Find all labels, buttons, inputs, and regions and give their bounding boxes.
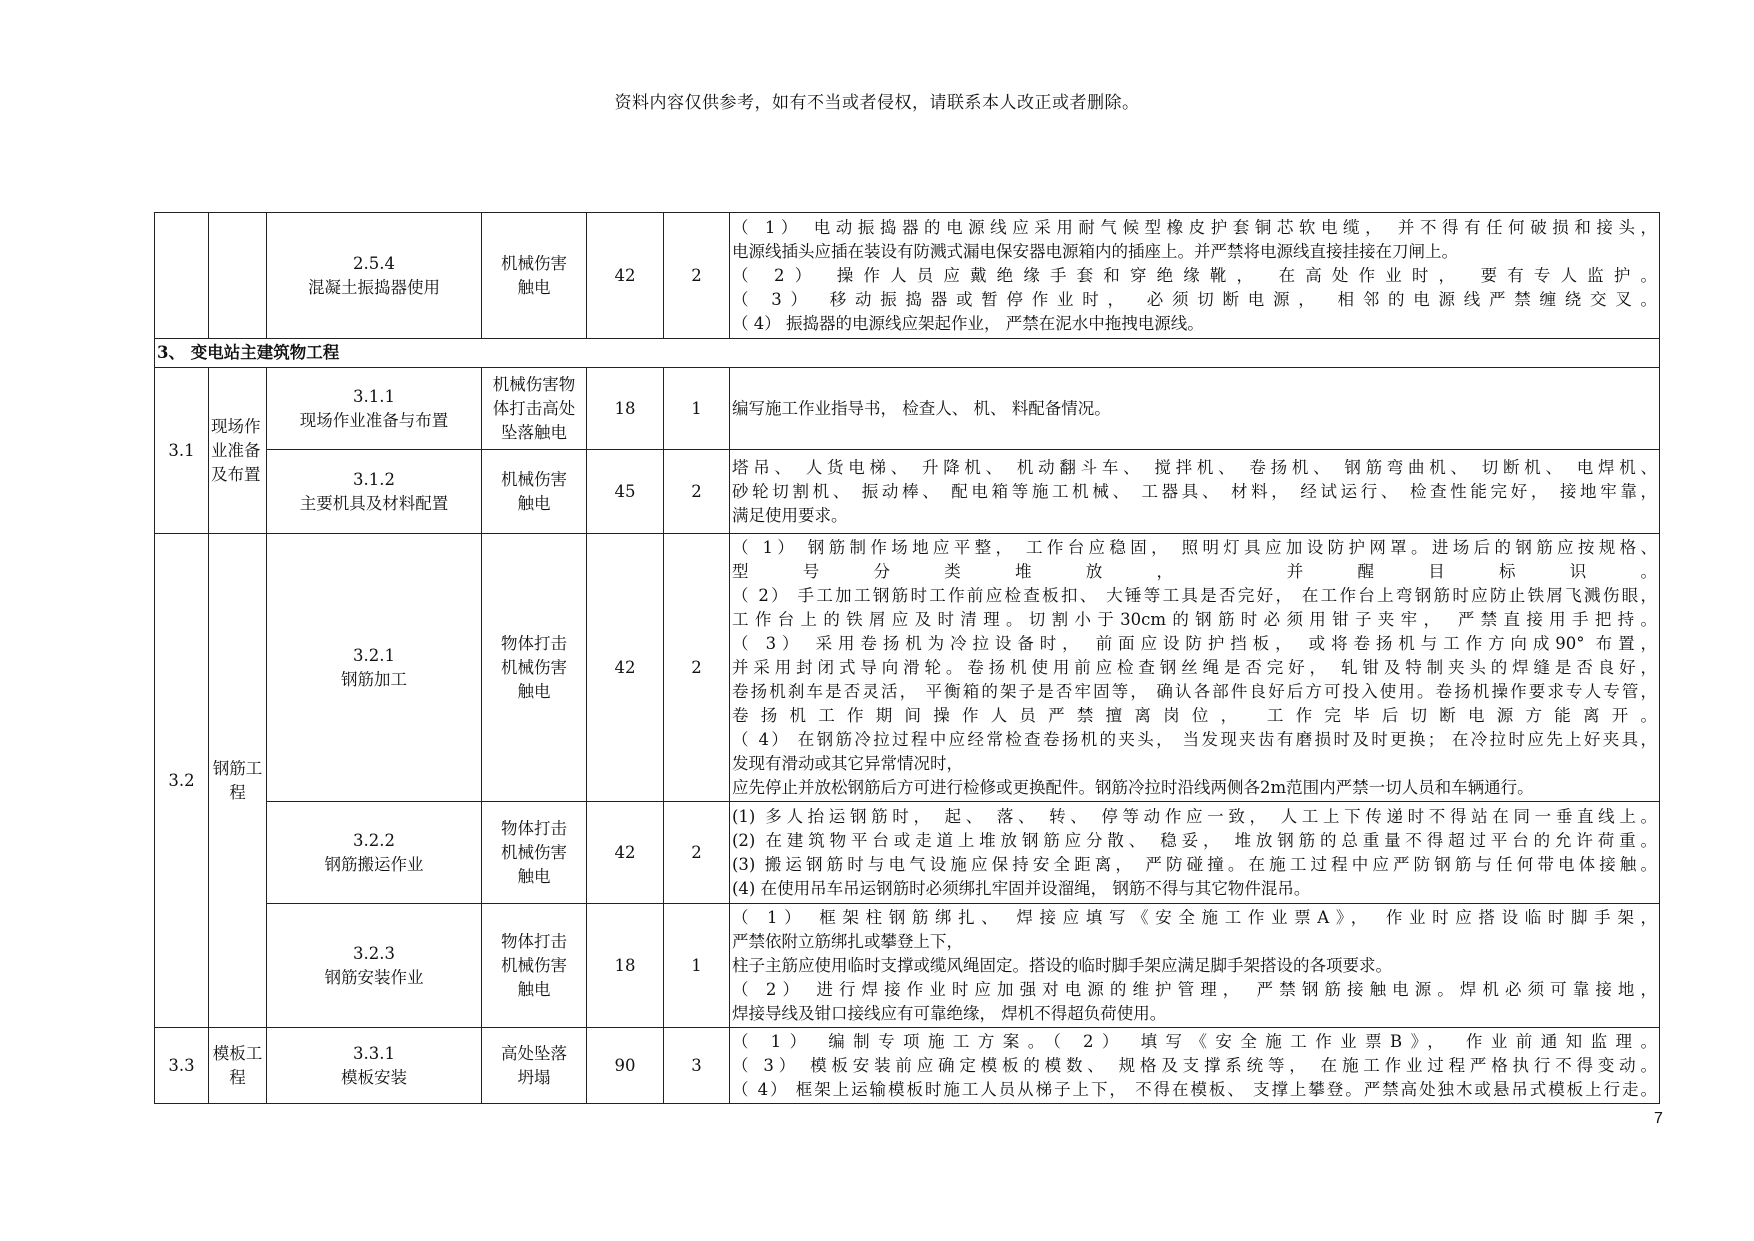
group-no: 3.1 [155,368,209,534]
level-cell: 2 [664,534,730,802]
table-row [155,904,1660,1028]
safety-risk-table [154,212,1660,1104]
score-cell: 42 [587,802,664,904]
hazard-cell: 机械伤害物 体打击高处 坠落触电 [482,368,587,450]
empty-cell [155,213,209,339]
disclaimer-note: 资料内容仅供参考，如有不当或者侵权，请联系本人改正或者删除。 [614,93,1140,113]
group-name: 模板工程 [209,1028,267,1104]
measures-cell: 编写施工作业指导书， 检查人、 机、 料配备情况。 [730,368,1660,450]
score-cell: 18 [587,368,664,450]
score-cell: 42 [587,534,664,802]
hazard-cell: 机械伤害 触电 [482,213,587,339]
group-name: 钢筋工程 [209,534,267,1028]
level-cell: 1 [664,368,730,450]
item-cell: 3.2.1 钢筋加工 [267,534,482,802]
item-cell: 3.2.2 钢筋搬运作业 [267,802,482,904]
table-row [155,450,1660,534]
item-cell: 2.5.4 混凝土振捣器使用 [267,213,482,339]
page-number: 7 [1654,1110,1663,1127]
measures-cell: （ 1） 钢筋制作场地应平整， 工作台应稳固， 照明灯具应加设防护网罩。进场后的钢筋应按规格、 型号分类堆放， 并醒目标识。 （ 2） 手工加工钢筋时工作前应检查板扣、 大锤等工具是否完好， 在工作台上弯钢筋时应防止铁屑飞溅伤眼， 工作台上的铁屑应及时清理。切割小于30cm的钢筋时必须用钳子夹牢， 严禁直接用手把持。 （ 3） 采用卷扬机为冷拉设备时， 前面应设防护挡板， 或将卷扬机与工作方向成90° 布置， 并采用封闭式导向滑轮。卷扬机使用前应检查钢丝绳是否完好， 轧钳及特制夹头的焊缝是否良好， 卷扬机刹车是否灵活， 平衡箱的架子是否牢固等， 确认各部件良好后方可投入使用。卷扬机操作要求专人专管， 卷扬机工作期间操作人员严禁擅离岗位， 工作完毕后切断电源方能离开。 （ 4） 在钢筋冷拉过程中应经常检查卷扬机的夹头， 当发现夹齿有磨损时及时更换； 在冷拉时应先上好夹具， 发现有滑动或其它异常情况时， 应先停止并放松钢筋后方可进行检修或更换配件。钢筋冷拉时沿线两侧各2m范围内严禁一切人员和车辆通行。 [730,534,1660,802]
hazard-cell: 机械伤害 触电 [482,450,587,534]
item-cell: 3.1.2 主要机具及材料配置 [267,450,482,534]
item-cell: 3.3.1 模板安装 [267,1028,482,1104]
measures-cell: 塔吊、 人货电梯、 升降机、 机动翻斗车、 搅拌机、 卷扬机、 钢筋弯曲机、 切断机、 电焊机、 砂轮切割机、 振动棒、 配电箱等施工机械、 工器具、 材料， 经试运行、 检查性能完好， 接地牢靠， 满足使用要求。 [730,450,1660,534]
table-row [155,534,1660,802]
measures-cell: （ 1） 框架柱钢筋绑扎、 焊接应填写《安全施工作业票A》， 作业时应搭设临时脚手架， 严禁依附立筋绑扎或攀登上下， 柱子主筋应使用临时支撑或缆风绳固定。搭设的临时脚手架应满足脚手架搭设的各项要求。 （ 2） 进行焊接作业时应加强对电源的维护管理， 严禁钢筋接触电源。焊机必须可靠接地， 焊接导线及钳口接线应有可靠绝缘， 焊机不得超负荷使用。 [730,904,1660,1028]
section-title: 3、 变电站主建筑物工程 [155,339,1660,368]
table-row [155,213,1660,339]
table-row [155,368,1660,450]
group-no: 3.3 [155,1028,209,1104]
level-cell: 1 [664,904,730,1028]
item-cell: 3.2.3 钢筋安装作业 [267,904,482,1028]
group-no: 3.2 [155,534,209,1028]
hazard-cell: 物体打击 机械伤害 触电 [482,802,587,904]
section-row [155,339,1660,368]
hazard-cell: 物体打击 机械伤害 触电 [482,904,587,1028]
measures-cell: （ 1） 编制专项施工方案。（ 2） 填写《安全施工作业票B》， 作业前通知监理。 （ 3） 模板安装前应确定模板的模数、 规格及支撑系统等， 在施工作业过程严格执行不得变动。 （ 4） 框架上运输模板时施工人员从梯子上下， 不得在模板、 支撑上攀登。严禁高处独木或悬吊式模板上行走。 [730,1028,1660,1104]
table-row [155,802,1660,904]
hazard-cell: 物体打击 机械伤害 触电 [482,534,587,802]
hazard-cell: 高处坠落 坍塌 [482,1028,587,1104]
empty-cell [209,213,267,339]
score-cell: 90 [587,1028,664,1104]
level-cell: 3 [664,1028,730,1104]
measures-cell: （ 1） 电动振捣器的电源线应采用耐气候型橡皮护套铜芯软电缆， 并不得有任何破损和接头， 电源线插头应插在装设有防溅式漏电保安器电源箱内的插座上。并严禁将电源线直接挂接在刀闸上。 （ 2） 操作人员应戴绝缘手套和穿绝缘靴， 在高处作业时， 要有专人监护。 （ 3） 移动振捣器或暂停作业时， 必须切断电源， 相邻的电源线严禁缠绕交叉。 （ 4） 振捣器的电源线应架起作业， 严禁在泥水中拖拽电源线。 [730,213,1660,339]
measures-cell: (1) 多人抬运钢筋时， 起、 落、 转、 停等动作应一致， 人工上下传递时不得站在同一垂直线上。 (2) 在建筑物平台或走道上堆放钢筋应分散、 稳妥， 堆放钢筋的总重量不得超过平台的允许荷重。 (3) 搬运钢筋时与电气设施应保持安全距离， 严防碰撞。在施工过程中应严防钢筋与任何带电体接触。 (4) 在使用吊车吊运钢筋时必须绑扎牢固并设溜绳， 钢筋不得与其它物件混吊。 [730,802,1660,904]
score-cell: 18 [587,904,664,1028]
level-cell: 2 [664,802,730,904]
level-cell: 2 [664,213,730,339]
score-cell: 45 [587,450,664,534]
score-cell: 42 [587,213,664,339]
item-cell: 3.1.1 现场作业准备与布置 [267,368,482,450]
table-row [155,1028,1660,1104]
group-name: 现场作业准备及布置 [209,368,267,534]
level-cell: 2 [664,450,730,534]
